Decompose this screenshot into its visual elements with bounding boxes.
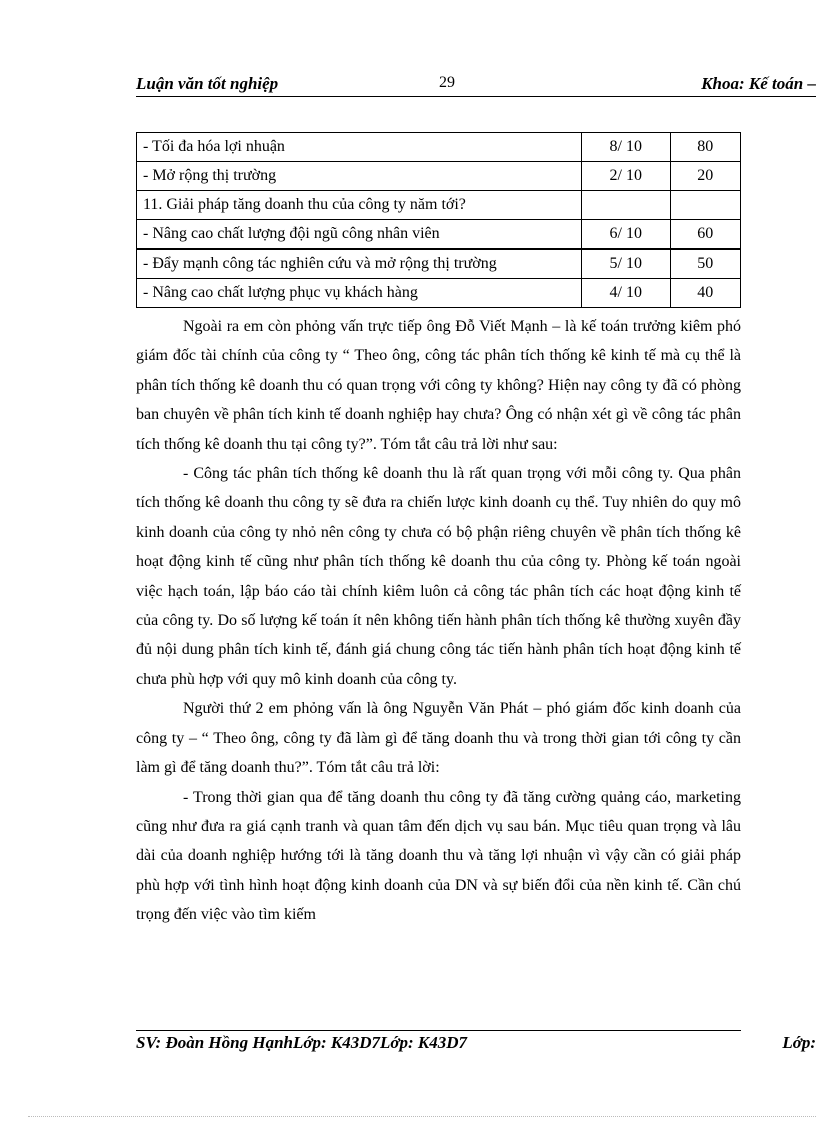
row-ratio: 8/ 10 — [582, 133, 670, 162]
row-ratio: 4/ 10 — [582, 279, 670, 308]
footer-student: SV: Đoàn Hồng HạnhLớp: K43D7Lớp: K43D7 — [136, 1033, 468, 1052]
table-row — [137, 162, 741, 191]
footer-class: Lớp: — [782, 1033, 816, 1052]
row-percent: 80 — [670, 133, 741, 162]
header-department: Khoa: Kế toán – — [701, 74, 816, 93]
row-label: - Mở rộng thị trường — [137, 162, 582, 191]
row-label: 11. Giải pháp tăng doanh thu của công ty năm tới? — [137, 191, 582, 220]
row-percent — [670, 191, 741, 220]
row-percent: 60 — [670, 220, 741, 250]
body-text — [136, 312, 741, 930]
table-row — [137, 220, 741, 250]
paragraph-interview-1: Ngoài ra em còn phỏng vấn trực tiếp ông Đỗ Viết Mạnh – là kế toán trưởng kiêm phó giám đốc tài chính của công ty “ Theo ông, công tác phân tích thống kê kinh tế mà cụ thể là phân tích thống kê doanh thu có quan trọng với công ty không? Hiện nay công ty đã có phòng ban chuyên về phân tích kinh tế doanh nghiệp hay chưa? Ông có nhận xét gì về công tác phân tích thống kê doanh thu tại công ty?”. Tóm tắt câu trả lời như sau: — [136, 318, 741, 453]
row-ratio: 6/ 10 — [582, 220, 670, 250]
row-label: - Đẩy mạnh công tác nghiên cứu và mở rộng thị trường — [137, 249, 582, 279]
row-ratio: 5/ 10 — [582, 249, 670, 279]
page-footer — [136, 1033, 816, 1055]
survey-table — [136, 132, 741, 308]
header-title: Luận văn tốt nghiệp — [136, 74, 279, 93]
page-header — [136, 74, 816, 97]
row-percent: 40 — [670, 279, 741, 308]
row-label: - Nâng cao chất lượng đội ngũ công nhân viên — [137, 220, 582, 250]
row-ratio: 2/ 10 — [582, 162, 670, 191]
row-label: - Tối đa hóa lợi nhuận — [137, 133, 582, 162]
page-edge-divider — [28, 1116, 816, 1117]
table-row — [137, 249, 741, 279]
table-row — [137, 191, 741, 220]
table-row — [137, 133, 741, 162]
row-ratio — [582, 191, 670, 220]
row-percent: 50 — [670, 249, 741, 279]
paragraph-interview-2: Người thứ 2 em phỏng vấn là ông Nguyễn Văn Phát – phó giám đốc kinh doanh của công ty – “ Theo ông, công ty đã làm gì để tăng doanh thu và trong thời gian tới công ty cần làm gì để tăng doanh thu?”. Tóm tắt câu trả lời: — [136, 700, 741, 777]
page-number: 29 — [439, 74, 455, 91]
paragraph-answer-2: - Trong thời gian qua để tăng doanh thu công ty đã tăng cường quảng cáo, marketing cũng như đưa ra giá cạnh tranh và quan tâm đến dịch vụ sau bán. Mục tiêu quan trọng và lâu dài của doanh nghiệp hướng tới là tăng doanh thu và tăng lợi nhuận vì vậy cần có giải pháp phù hợp với tình hình hoạt động kinh doanh của DN và sự biến đổi của nền kinh tế. Cần chú trọng đến việc vào tìm kiếm — [136, 788, 741, 924]
row-percent: 20 — [670, 162, 741, 191]
table-row — [137, 279, 741, 308]
paragraph-answer-1: - Công tác phân tích thống kê doanh thu là rất quan trọng với mỗi công ty. Qua phân tích thống kê doanh thu công ty sẽ đưa ra chiến lược kinh doanh cụ thể. Tuy nhiên do quy mô kinh doanh của công ty nhỏ nên công ty chưa có bộ phận riêng chuyên về phân tích thống kê hoạt động kinh tế cũng như phân tích thống kê doanh thu của công ty. Phòng kế toán ngoài việc hạch toán, lập báo cáo tài chính kiêm luôn cả công tác phân tích các hoạt động kinh tế của công ty. Do số lượng kế toán ít nên không tiến hành phân tích thống kê thường xuyên đầy đủ nội dung phân tích kinh tế, đánh giá chung công tác tiến hành phân tích hoạt động kinh tế chưa phù hợp với quy mô kinh doanh của công ty. — [136, 465, 741, 688]
footer-divider — [136, 1030, 741, 1031]
row-label: - Nâng cao chất lượng phục vụ khách hàng — [137, 279, 582, 308]
